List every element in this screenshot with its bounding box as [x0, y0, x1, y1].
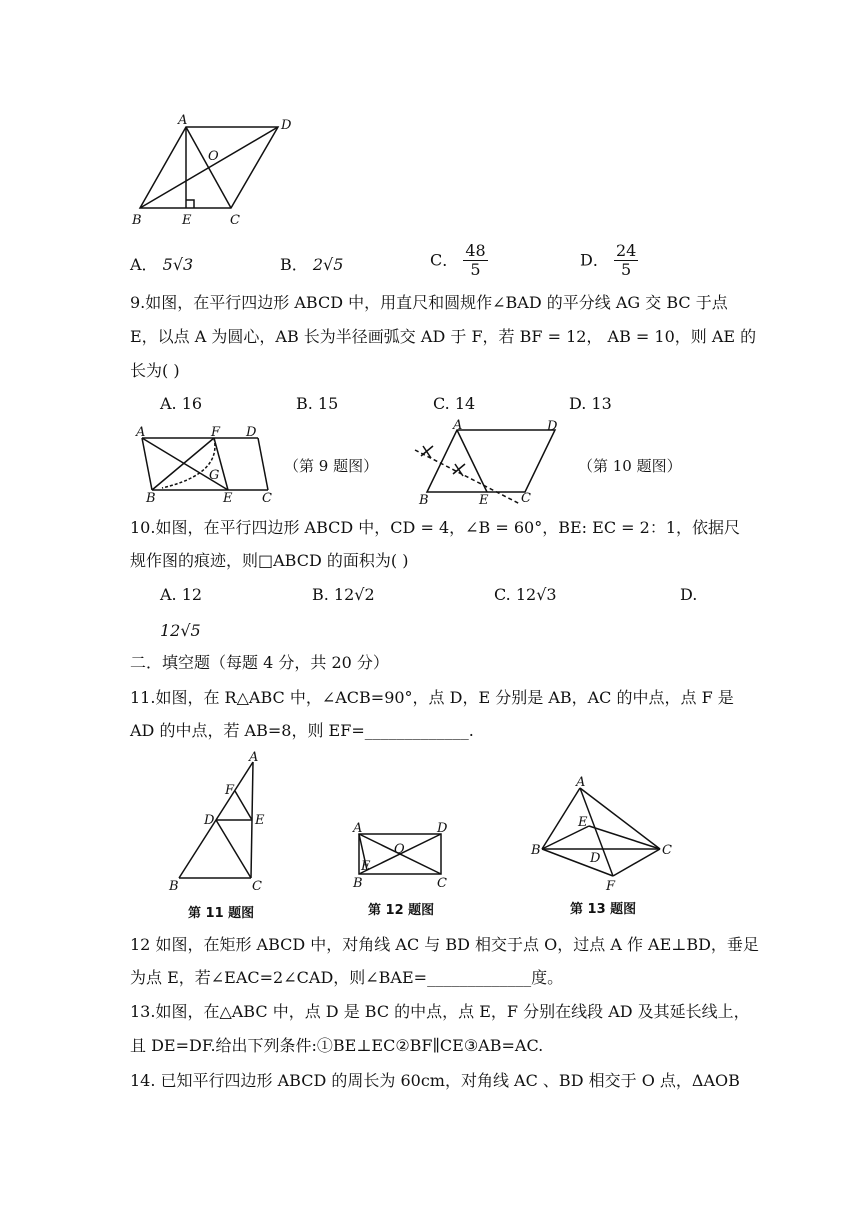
q9-label-D: D	[246, 425, 257, 440]
q10-line-2: 规作图的痕迹，则□ABCD 的面积为( )	[130, 551, 409, 570]
q12-line-2: 为点 E，若∠EAC=2∠CAD，则∠BAE=_____________度。	[130, 968, 564, 987]
q8-option-c: C． $\frac{48}{5}$	[430, 241, 486, 279]
q8-label-B: B	[132, 213, 142, 228]
q13-label-D: D	[590, 851, 601, 866]
q9-line-2: E，以点 A 为圆心，AB 长为半径画弧交 AD 于 F，若 BF = 12， AB = 10，则 AE 的	[130, 327, 757, 346]
q13-label-B: B	[531, 843, 541, 858]
q13-label-F: F	[606, 879, 616, 891]
q12-label-E: E	[361, 859, 371, 874]
q10-line-1: 10.如图，在平行四边形 ABCD 中，CD = 4，∠B = 60°，BE: EC = 2：1，依据尺	[130, 518, 741, 537]
q9-label-B: B	[146, 491, 156, 504]
section-2-title: 二．填空题（每题 4 分，共 20 分）	[130, 653, 389, 672]
q10-label-E: E	[479, 493, 489, 508]
q13-figure-caption: 第 13 题图	[570, 902, 637, 917]
q13-figure	[528, 776, 678, 891]
q13-label-E: E	[578, 815, 588, 830]
q11-line-2: AD 的中点，若 AB=8，则 EF=_____________.	[130, 721, 474, 740]
q10-option-c: C. 12√3	[494, 585, 557, 604]
q8-figure	[128, 112, 308, 232]
q10-figure-caption: （第 10 题图）	[578, 457, 682, 475]
q8-label-C: C	[230, 213, 240, 228]
q11-line-1: 11.如图，在 R△ABC 中，∠ACB=90°，点 D，E 分别是 AB，AC 的中点，点 F 是	[130, 688, 734, 707]
q9-figure-caption: （第 9 题图）	[284, 457, 379, 475]
q9-option-b: B. 15	[296, 394, 339, 413]
q11-label-F: F	[225, 783, 235, 798]
q9-option-c: C. 14	[433, 394, 476, 413]
q11-label-E: E	[255, 813, 265, 828]
q12-label-A: A	[353, 822, 363, 836]
q9-option-a: A. 16	[160, 394, 203, 413]
q12-label-O: O	[394, 842, 405, 857]
q10-option-b: B. 12√2	[312, 585, 375, 604]
q12-label-B: B	[353, 876, 363, 891]
q8-label-A: A	[178, 113, 188, 128]
q11-figure-caption: 第 11 题图	[188, 906, 255, 921]
q8-option-d: D． $\frac{24}{5}$	[580, 241, 637, 279]
q11-label-B: B	[169, 879, 179, 894]
q9-label-C: C	[262, 491, 272, 504]
q10-option-d-value: 12√5	[160, 621, 201, 640]
q11-label-A: A	[249, 750, 259, 765]
q10-label-A: A	[453, 418, 463, 433]
q11-label-D: D	[204, 813, 215, 828]
q9-label-F: F	[211, 425, 221, 440]
q9-figure	[130, 424, 280, 504]
q13-label-C: C	[662, 843, 672, 858]
q14-line-1: 14. 已知平行四边形 ABCD 的周长为 60cm，对角线 AC 、BD 相交于 O 点，ΔAOB	[130, 1071, 740, 1090]
q11-figure	[165, 750, 275, 895]
q12-label-C: C	[437, 876, 447, 891]
q10-option-a: A. 12	[160, 585, 203, 604]
q8-label-D: D	[281, 118, 292, 133]
q13-label-A: A	[576, 776, 586, 790]
q12-figure	[345, 822, 455, 892]
q11-label-C: C	[252, 879, 262, 894]
q12-label-D: D	[437, 822, 448, 836]
q8-option-b: B． 2√5	[280, 255, 344, 274]
q8-option-a: A． 5√3	[130, 255, 194, 274]
q12-line-1: 12 如图，在矩形 ABCD 中，对角线 AC 与 BD 相交于点 O，过点 A 作 AE⊥BD，垂足	[130, 935, 759, 954]
q10-label-C: C	[521, 491, 531, 506]
q9-line-1: 9.如图，在平行四边形 ABCD 中，用直尺和圆规作∠BAD 的平分线 AG 交 BC 于点	[130, 293, 728, 312]
q13-line-1: 13.如图，在△ABC 中，点 D 是 BC 的中点，点 E，F 分别在线段 AD 及其延长线上，	[130, 1002, 750, 1021]
q10-label-D: D	[547, 419, 558, 434]
q10-option-d: D.	[680, 585, 698, 604]
q9-label-G: G	[209, 468, 220, 483]
q12-figure-caption: 第 12 题图	[368, 903, 435, 918]
q10-label-B: B	[419, 493, 429, 508]
q8-label-E: E	[182, 213, 192, 228]
q13-line-2: 且 DE=DF.给出下列条件:①BE⊥EC②BF∥CE③AB=AC.	[130, 1036, 544, 1055]
q10-figure	[405, 418, 575, 508]
q9-line-3: 长为( )	[130, 361, 180, 380]
q9-label-E: E	[223, 491, 233, 504]
q9-label-A: A	[136, 425, 146, 440]
q9-option-d: D. 13	[569, 394, 612, 413]
q8-label-O: O	[208, 149, 219, 164]
